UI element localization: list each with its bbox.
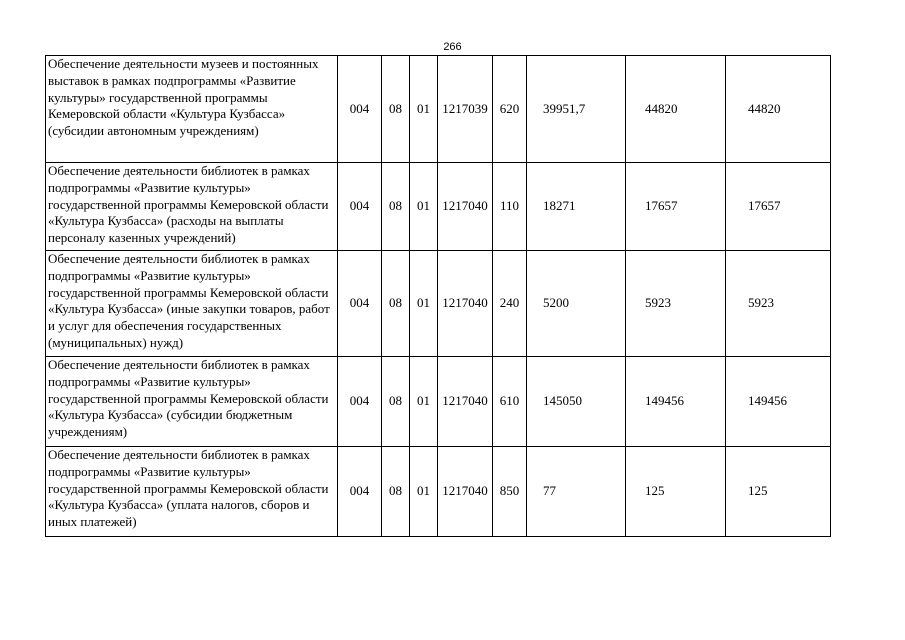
row-description: Обеспечение деятельности библиотек в рамках подпрограммы «Развитие культуры» государственной программы Кемеровской области «Культура Кузбасса» (иные закупки товаров, работ и услуг для обеспечения государственных (муниципальных) нужд): [46, 251, 338, 357]
subsection-code: 01: [410, 357, 438, 447]
sum-3: 149456: [726, 357, 831, 447]
expense-type-code: 850: [493, 447, 527, 537]
subsection-code: 01: [410, 447, 438, 537]
section-code: 08: [382, 163, 410, 251]
sum-3: 17657: [726, 163, 831, 251]
target-article-code: 1217040: [438, 447, 493, 537]
ministry-code: 004: [338, 357, 382, 447]
expense-type-code: 610: [493, 357, 527, 447]
section-code: 08: [382, 251, 410, 357]
sum-1: 77: [527, 447, 626, 537]
ministry-code: 004: [338, 56, 382, 163]
row-description: Обеспечение деятельности музеев и постоянных выставок в рамках подпрограммы «Развитие культуры» государственной программы Кемеровской области «Культура Кузбасса» (субсидии автономным учреждениям): [46, 56, 338, 163]
table-row: [46, 163, 831, 251]
target-article-code: 1217039: [438, 56, 493, 163]
target-article-code: 1217040: [438, 163, 493, 251]
table-row: [46, 447, 831, 537]
sum-3: 125: [726, 447, 831, 537]
section-code: 08: [382, 447, 410, 537]
row-description: Обеспечение деятельности библиотек в рамках подпрограммы «Развитие культуры» государственной программы Кемеровской области «Культура Кузбасса» (субсидии бюджетным учреждениям): [46, 357, 338, 447]
sum-2: 17657: [626, 163, 726, 251]
sum-3: 44820: [726, 56, 831, 163]
budget-table: [45, 55, 831, 537]
section-code: 08: [382, 357, 410, 447]
table-row: [46, 357, 831, 447]
expense-type-code: 240: [493, 251, 527, 357]
ministry-code: 004: [338, 251, 382, 357]
sum-1: 5200: [527, 251, 626, 357]
table-row: [46, 56, 831, 163]
page-number: 266: [443, 41, 462, 53]
subsection-code: 01: [410, 163, 438, 251]
expense-type-code: 110: [493, 163, 527, 251]
sum-2: 149456: [626, 357, 726, 447]
target-article-code: 1217040: [438, 251, 493, 357]
sum-2: 125: [626, 447, 726, 537]
row-description: Обеспечение деятельности библиотек в рамках подпрограммы «Развитие культуры» государственной программы Кемеровской области «Культура Кузбасса» (расходы на выплаты персоналу казенных учреждений): [46, 163, 338, 251]
row-description: Обеспечение деятельности библиотек в рамках подпрограммы «Развитие культуры» государственной программы Кемеровской области «Культура Кузбасса» (уплата налогов, сборов и иных платежей): [46, 447, 338, 537]
sum-1: 145050: [527, 357, 626, 447]
sum-1: 39951,7: [527, 56, 626, 163]
subsection-code: 01: [410, 56, 438, 163]
expense-type-code: 620: [493, 56, 527, 163]
sum-3: 5923: [726, 251, 831, 357]
ministry-code: 004: [338, 163, 382, 251]
section-code: 08: [382, 56, 410, 163]
sum-1: 18271: [527, 163, 626, 251]
subsection-code: 01: [410, 251, 438, 357]
sum-2: 5923: [626, 251, 726, 357]
target-article-code: 1217040: [438, 357, 493, 447]
table-row: [46, 251, 831, 357]
sum-2: 44820: [626, 56, 726, 163]
ministry-code: 004: [338, 447, 382, 537]
